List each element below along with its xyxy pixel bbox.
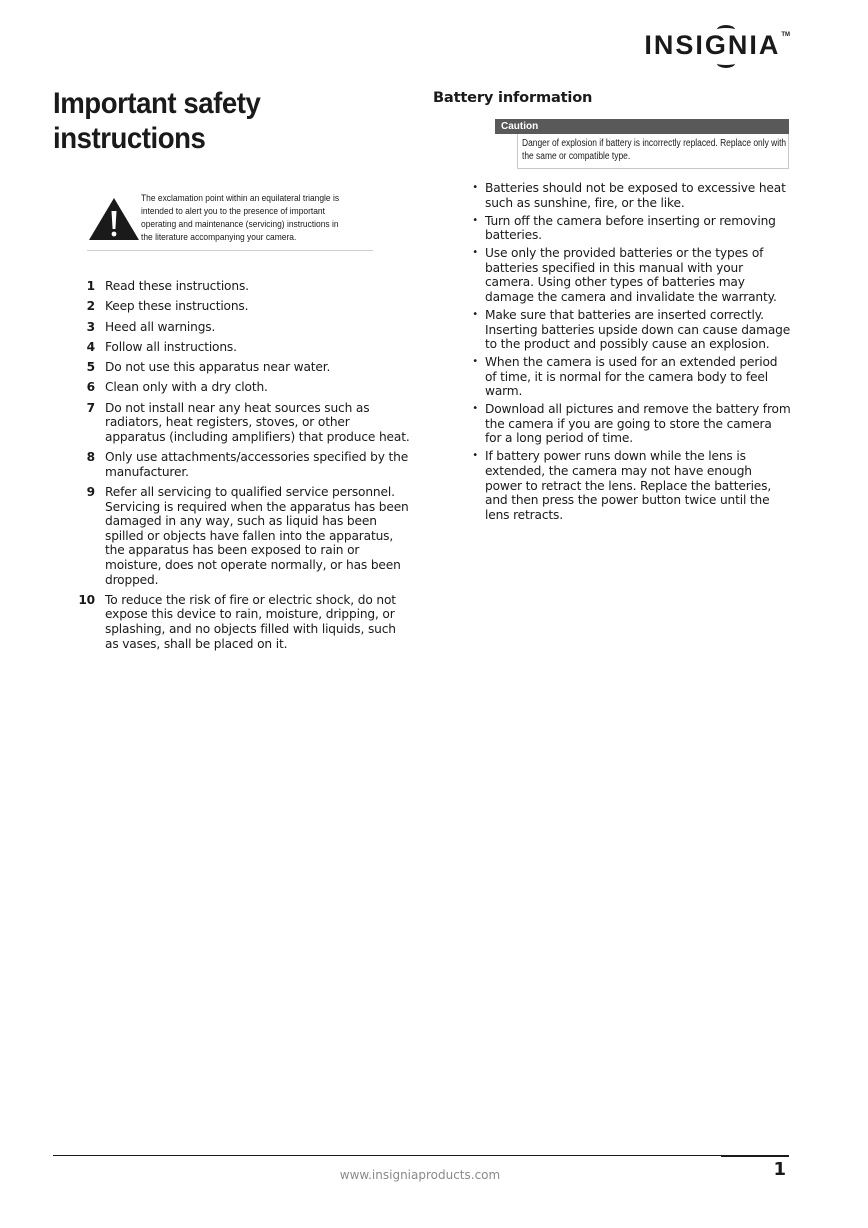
safety-instruction-list [53,279,413,651]
page-title [53,86,384,156]
instruction-number: 2 [86,299,95,314]
instruction-item [53,320,413,335]
footer-rule [53,1155,789,1156]
instruction-item [53,485,413,587]
warning-text: The exclamation point within an equilateral triangle is intended to alert you to the presence of important operating and maintenance (servicing) instructions in the literature accompanying your camera. [141,193,340,243]
bullet-text: Use only the provided batteries or the types of batteries specified in this manual with your camera. Using other types of batteries may damage the camera and invalidate the warranty. [485,246,777,304]
instruction-number: 6 [86,380,95,395]
instruction-number: 5 [86,360,95,375]
logo-trademark: TM [781,32,790,38]
instruction-item [53,401,413,445]
bullet-icon: • [472,403,478,415]
page-number: 1 [773,1159,786,1180]
bullet-icon: • [472,356,478,368]
logo-swoosh-bottom [717,59,735,68]
caution-body [517,134,789,169]
battery-bullet-item [433,214,791,243]
bullet-text: If battery power runs down while the lens is extended, the camera may not have enough power to retract the lens. Replace the batteries, and then press the power button twice until the lens retracts. [485,449,772,522]
caution-box [495,119,789,169]
battery-bullet-item [433,355,791,399]
battery-bullet-item [433,308,791,352]
instruction-number: 10 [78,592,95,607]
instruction-text: Heed all warnings. [105,319,216,334]
instruction-number: 3 [86,319,95,334]
bullet-icon: • [472,214,478,226]
instruction-item [53,380,413,395]
bullet-text: Download all pictures and remove the battery from the camera if you are going to store the camera for a long period of time. [485,402,791,446]
battery-bullet-item [433,402,791,446]
instruction-text: Keep these instructions. [105,299,249,314]
exclamation-triangle-icon [87,196,141,242]
instruction-item [53,593,413,651]
instruction-text: Do not install near any heat sources such as radiators, heat registers, stoves, or other apparatus (including amplifiers) that produce heat. [105,400,410,444]
logo-swoosh-top [717,25,735,34]
instruction-text: Refer all servicing to qualified service personnel. Servicing is required when the apparatus has been damaged in any way, such as liquid has been spilled or objects have fallen into the apparatus, the apparatus has been exposed to rain or moisture, does not operate normally, or has been dropped. [105,485,409,587]
instruction-item [53,340,413,355]
logo-text: INSIGNIA [644,30,781,60]
instruction-number: 4 [86,339,95,354]
instruction-text: Follow all instructions. [105,339,237,354]
instruction-item [53,299,413,314]
brand-logo [644,30,790,61]
left-column [53,86,413,657]
caution-label: Caution [495,119,789,134]
instruction-number: 9 [86,485,95,500]
battery-bullet-list [433,181,791,522]
instruction-item [53,450,413,479]
instruction-item [53,279,413,294]
bullet-text: Turn off the camera before inserting or removing batteries. [485,213,776,243]
bullet-icon: • [472,247,478,259]
battery-bullet-item [433,246,791,304]
instruction-text: Only use attachments/accessories specified by the manufacturer. [105,450,409,479]
bullet-icon: • [472,308,478,320]
footer-url-link[interactable]: www.insigniaproducts.com [339,1168,501,1182]
caution-text: Danger of explosion if battery is incorrectly replaced. Replace only with the same or compatible type. [522,138,787,162]
instruction-text: Do not use this apparatus near water. [105,360,331,375]
instruction-number: 8 [86,450,95,465]
warning-notice [87,192,373,251]
bullet-text: When the camera is used for an extended period of time, it is normal for the camera body to feel warm. [485,355,778,399]
instruction-item [53,360,413,375]
instruction-text: Read these instructions. [105,279,249,293]
instruction-number: 1 [86,279,95,293]
battery-bullet-item [433,449,791,522]
bullet-text: Batteries should not be exposed to excessive heat such as sunshine, fire, or the like. [485,181,786,210]
instruction-text: To reduce the risk of fire or electric shock, do not expose this device to rain, moisture, dripping, or splashing, and no objects filled with liquids, such as vases, shall be placed on it. [105,592,396,651]
page-title-line-1: Important safety [53,87,261,120]
instruction-number: 7 [86,400,95,415]
page-title-line-2: instructions [53,122,206,155]
right-column [433,88,791,526]
bullet-icon: • [472,450,478,462]
battery-information-heading: Battery information [433,89,593,106]
instruction-text: Clean only with a dry cloth. [105,380,268,395]
bullet-text: Make sure that batteries are inserted correctly. Inserting batteries upside down can cause damage to the product and possibly cause an explosion. [485,307,791,352]
battery-bullet-item [433,181,791,210]
bullet-icon: • [472,182,478,193]
